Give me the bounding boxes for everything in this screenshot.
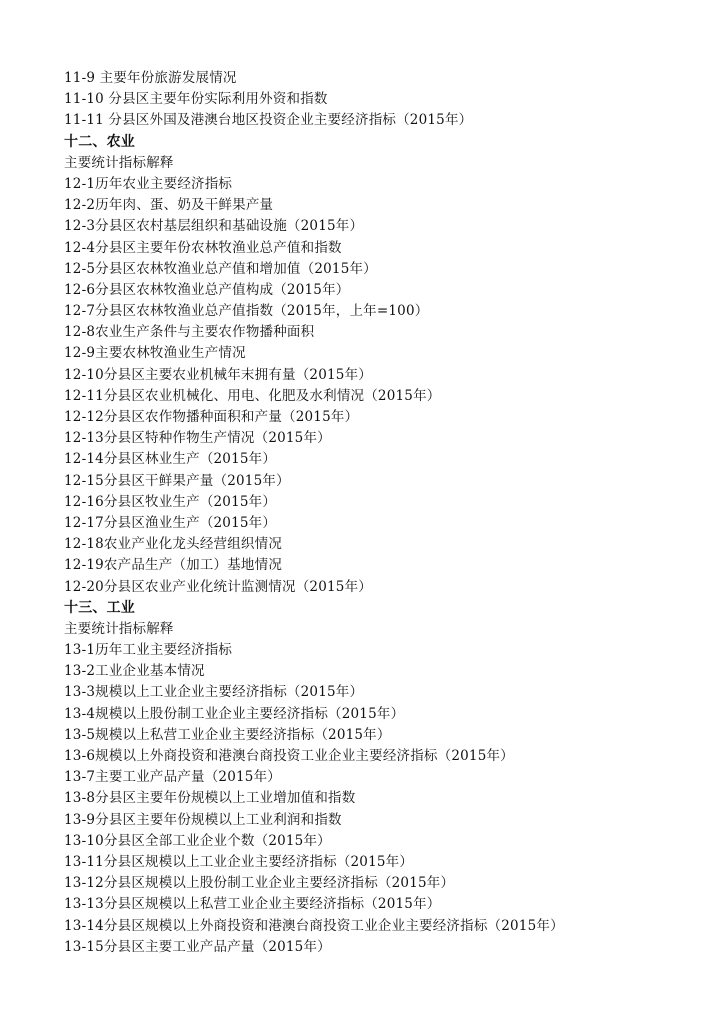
- toc-entry: 13-14分县区规模以上外商投资和港澳台商投资工业企业主要经济指标（2015年）: [64, 917, 564, 934]
- toc-entry: 13-11分县区规模以上工业企业主要经济指标（2015年）: [64, 853, 414, 870]
- toc-entry: 13-2工业企业基本情况: [64, 663, 205, 680]
- toc-entry: 13-9分县区主要年份规模以上工业利润和指数: [64, 811, 342, 828]
- toc-entry: 11-9 主要年份旅游发展情况: [64, 70, 237, 86]
- toc-entry: 13-8分县区主要年份规模以上工业增加值和指数: [64, 790, 356, 807]
- section-heading: 十二、农业: [64, 133, 135, 150]
- toc-entry: 12-10分县区主要农业机械年末拥有量（2015年）: [64, 366, 372, 383]
- toc-entry: 主要统计指标解释: [64, 620, 174, 637]
- toc-entry: 12-2历年肉、蛋、奶及干鲜果产量: [64, 197, 274, 214]
- toc-entry: 12-11分县区农业机械化、用电、化肥及水利情况（2015年）: [64, 387, 441, 404]
- toc-entry: 12-7分县区农林牧渔业总产值指数（2015年，上年=100）: [64, 303, 429, 320]
- toc-entry: 主要统计指标解释: [64, 154, 174, 171]
- toc-entry: 12-4分县区主要年份农林牧渔业总产值和指数: [64, 239, 342, 256]
- toc-entry: 12-19农产品生产（加工）基地情况: [64, 557, 283, 574]
- toc-list: [64, 68, 704, 958]
- toc-entry: 12-1历年农业主要经济指标: [64, 175, 233, 192]
- toc-entry: 13-15分县区主要工业产品产量（2015年）: [64, 938, 331, 955]
- toc-entry: 12-6分县区农林牧渔业总产值构成（2015年）: [64, 281, 350, 298]
- toc-entry: 12-18农业产业化龙头经营组织情况: [64, 536, 283, 553]
- toc-entry: 12-8农业生产条件与主要农作物播种面积: [64, 324, 315, 341]
- toc-entry: 13-5规模以上私营工业企业主要经济指标（2015年）: [64, 726, 391, 743]
- toc-entry: 13-4规模以上股份制工业企业主要经济指标（2015年）: [64, 705, 405, 722]
- toc-entry: 11-10 分县区主要年份实际利用外资和指数: [64, 91, 328, 108]
- toc-entry: 11-11 分县区外国及港澳台地区投资企业主要经济指标（2015年）: [64, 112, 473, 129]
- toc-entry: 12-17分县区渔业生产（2015年）: [64, 514, 277, 531]
- toc-entry: 13-7主要工业产品产量（2015年）: [64, 769, 281, 786]
- toc-entry: 13-12分县区规模以上股份制工业企业主要经济指标（2015年）: [64, 875, 455, 892]
- toc-entry: 12-9主要农林牧渔业生产情况: [64, 345, 246, 362]
- toc-entry: 12-13分县区特种作物生产情况（2015年）: [64, 430, 331, 447]
- toc-entry: 13-6规模以上外商投资和港澳台商投资工业企业主要经济指标（2015年）: [64, 748, 514, 764]
- toc-entry: 12-20分县区农业产业化统计监测情况（2015年）: [64, 578, 372, 595]
- toc-entry: 12-14分县区林业生产（2015年）: [64, 451, 277, 468]
- toc-entry: 12-16分县区牧业生产（2015年）: [64, 493, 277, 510]
- toc-entry: 12-15分县区干鲜果产量（2015年）: [64, 472, 290, 489]
- toc-entry: 12-12分县区农作物播种面积和产量（2015年）: [64, 409, 359, 425]
- toc-entry: 13-1历年工业主要经济指标: [64, 642, 233, 659]
- toc-entry: 12-5分县区农林牧渔业总产值和增加值（2015年）: [64, 260, 377, 277]
- toc-entry: 13-10分县区全部工业企业个数（2015年）: [64, 832, 331, 849]
- section-heading: 十三、工业: [64, 599, 135, 616]
- toc-entry: 13-13分县区规模以上私营工业企业主要经济指标（2015年）: [64, 896, 441, 913]
- toc-entry: 12-3分县区农村基层组织和基础设施（2015年）: [64, 218, 364, 235]
- toc-entry: 13-3规模以上工业企业主要经济指标（2015年）: [64, 684, 364, 701]
